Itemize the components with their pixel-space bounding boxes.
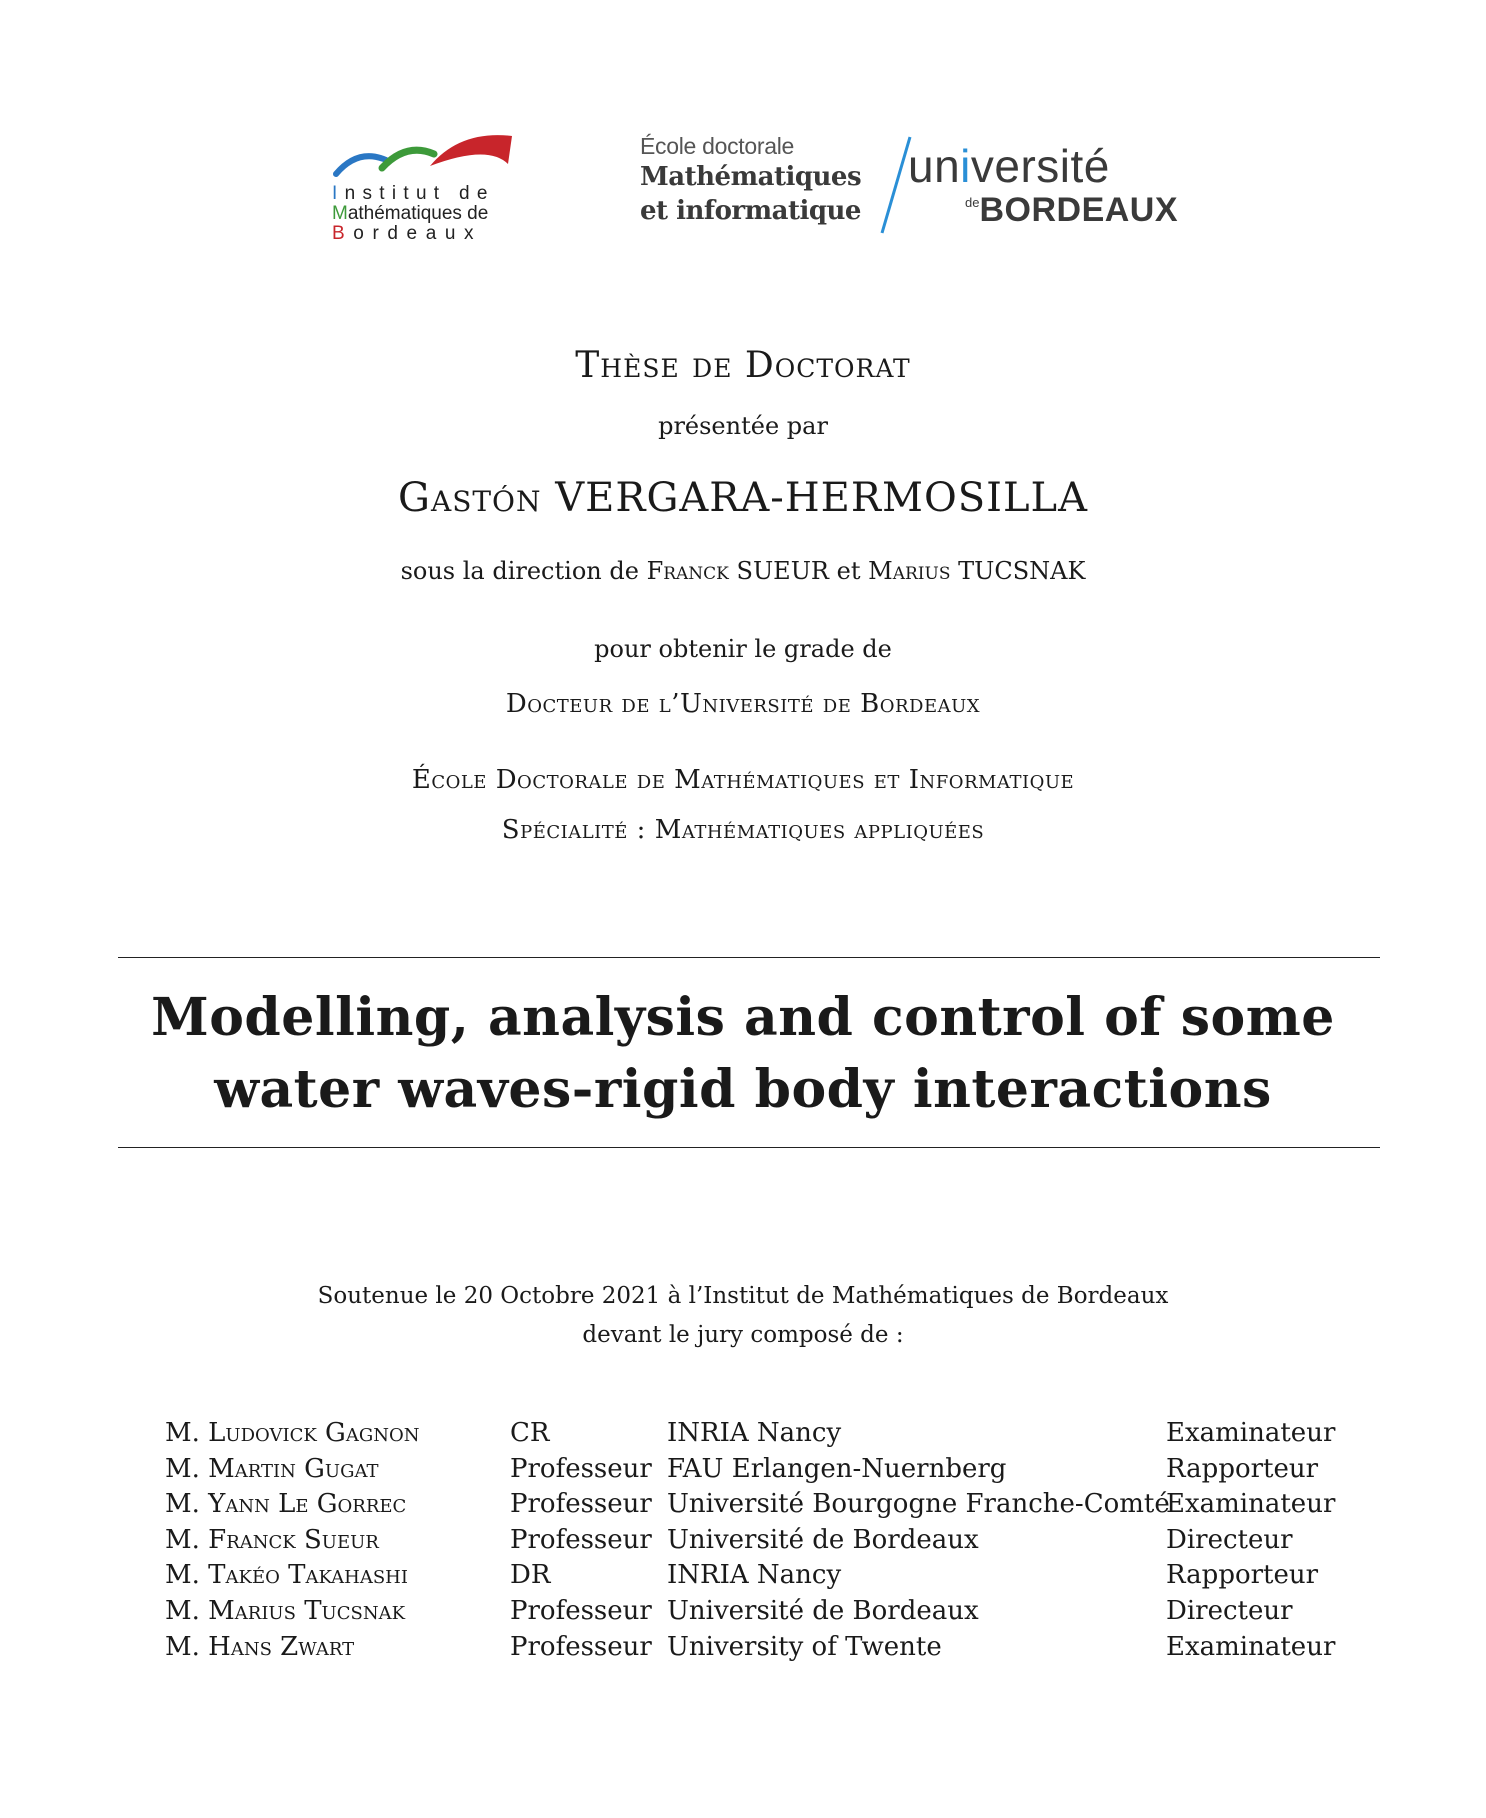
jury-role: Examinateur: [1166, 1489, 1336, 1520]
jury-institution: INRIA Nancy: [667, 1560, 842, 1591]
ub-logo-de: de: [965, 195, 980, 210]
direction-prefix: sous la direction de: [400, 557, 639, 585]
jury-name: M. Marius Tucsnak: [165, 1595, 406, 1626]
jury-institution: Université de Bordeaux: [667, 1595, 979, 1626]
ed-logo-line-2: Mathématiques: [640, 162, 862, 192]
defense-date: Soutenue le 20 Octobre 2021 à l’Institut de Mathématiques de Bordeaux: [317, 1283, 1169, 1309]
jury-institution: Université Bourgogne Franche-Comté: [667, 1489, 1170, 1520]
director1-last: SUEUR: [736, 557, 829, 585]
jury-row: [165, 1596, 1365, 1632]
imb-line-2: Mathématiques de: [332, 203, 489, 224]
jury-title: Professeur: [510, 1595, 652, 1626]
jury-institution: Université de Bordeaux: [667, 1524, 979, 1555]
jury-title: Professeur: [510, 1489, 652, 1520]
thesis-title-line-2: water waves-rigid body interactions: [214, 1059, 1272, 1120]
jury-role: Rapporteur: [1166, 1453, 1319, 1484]
jury-institution: INRIA Nancy: [667, 1418, 842, 1448]
thesis-title-line-1: Modelling, analysis and control of some: [151, 987, 1335, 1048]
jury-name: M. Martin Gugat: [165, 1453, 379, 1484]
imb-arcs-icon: [330, 130, 520, 186]
jury-title: Professeur: [510, 1453, 652, 1484]
jury-role: Directeur: [1166, 1595, 1293, 1626]
jury-title: CR: [510, 1418, 550, 1448]
jury-role: Examinateur: [1166, 1418, 1336, 1448]
ecole-doctorale-logo: [640, 133, 861, 228]
jury-role: Directeur: [1166, 1524, 1293, 1555]
direction-line: [0, 557, 1486, 585]
ub-logo-top: université: [908, 140, 1110, 192]
imb-line-1: Institut de: [332, 183, 495, 204]
jury-intro: devant le jury composé de :: [582, 1322, 904, 1348]
jury-row: [165, 1525, 1365, 1561]
ecole-line: École Doctorale de Mathématiques et Informatique: [411, 765, 1075, 795]
these-heading: Thèse de Doctorat: [575, 345, 911, 386]
docteur-line: Docteur de l’Université de Bordeaux: [505, 689, 981, 719]
jury-institution: FAU Erlangen-Nuernberg: [667, 1453, 1007, 1484]
jury-row: [165, 1418, 1365, 1454]
ed-logo-line-3: et informatique: [640, 196, 861, 226]
imb-line-3: Bordeaux: [332, 223, 483, 244]
jury-title: Professeur: [510, 1631, 652, 1662]
jury-name: M. Takéo Takahashi: [165, 1560, 408, 1591]
title-rule-top: [118, 957, 1380, 958]
logo-header: [0, 125, 1486, 255]
jury-row: [165, 1560, 1365, 1596]
jury-row: [165, 1454, 1365, 1490]
jury-title: DR: [510, 1560, 551, 1591]
title-rule-bottom: [118, 1147, 1380, 1148]
presentee-par: présentée par: [658, 412, 828, 440]
jury-name: M. Franck Sueur: [165, 1524, 379, 1555]
director2-last: TUCSNAK: [958, 557, 1086, 585]
author-last-name: VERGARA-HERMOSILLA: [555, 475, 1088, 521]
jury-role: Rapporteur: [1166, 1560, 1319, 1591]
grade-line: pour obtenir le grade de: [594, 635, 892, 663]
jury-row: [165, 1632, 1365, 1668]
author-name: [0, 475, 1486, 521]
direction-and: et: [836, 557, 861, 585]
ub-logo-bordeaux: BORDEAUX: [979, 191, 1179, 229]
author-first-name: Gastón: [398, 475, 542, 521]
jury-table: [165, 1418, 1365, 1667]
jury-title: Professeur: [510, 1524, 652, 1555]
imb-logo: [330, 130, 520, 250]
jury-role: Examinateur: [1166, 1631, 1336, 1662]
director1-first: Franck: [646, 557, 729, 585]
jury-name: M. Ludovick Gagnon: [165, 1418, 420, 1448]
jury-row: [165, 1489, 1365, 1525]
jury-name: M. Hans Zwart: [165, 1631, 355, 1662]
director2-first: Marius: [868, 557, 951, 585]
jury-name: M. Yann Le Gorrec: [165, 1489, 407, 1520]
jury-institution: University of Twente: [667, 1631, 942, 1662]
universite-bordeaux-logo: [908, 140, 1179, 229]
thesis-title: [0, 982, 1486, 1126]
ed-logo-line-1: École doctorale: [640, 133, 795, 159]
specialite-line: Spécialité : Mathématiques appliquées: [501, 815, 985, 845]
